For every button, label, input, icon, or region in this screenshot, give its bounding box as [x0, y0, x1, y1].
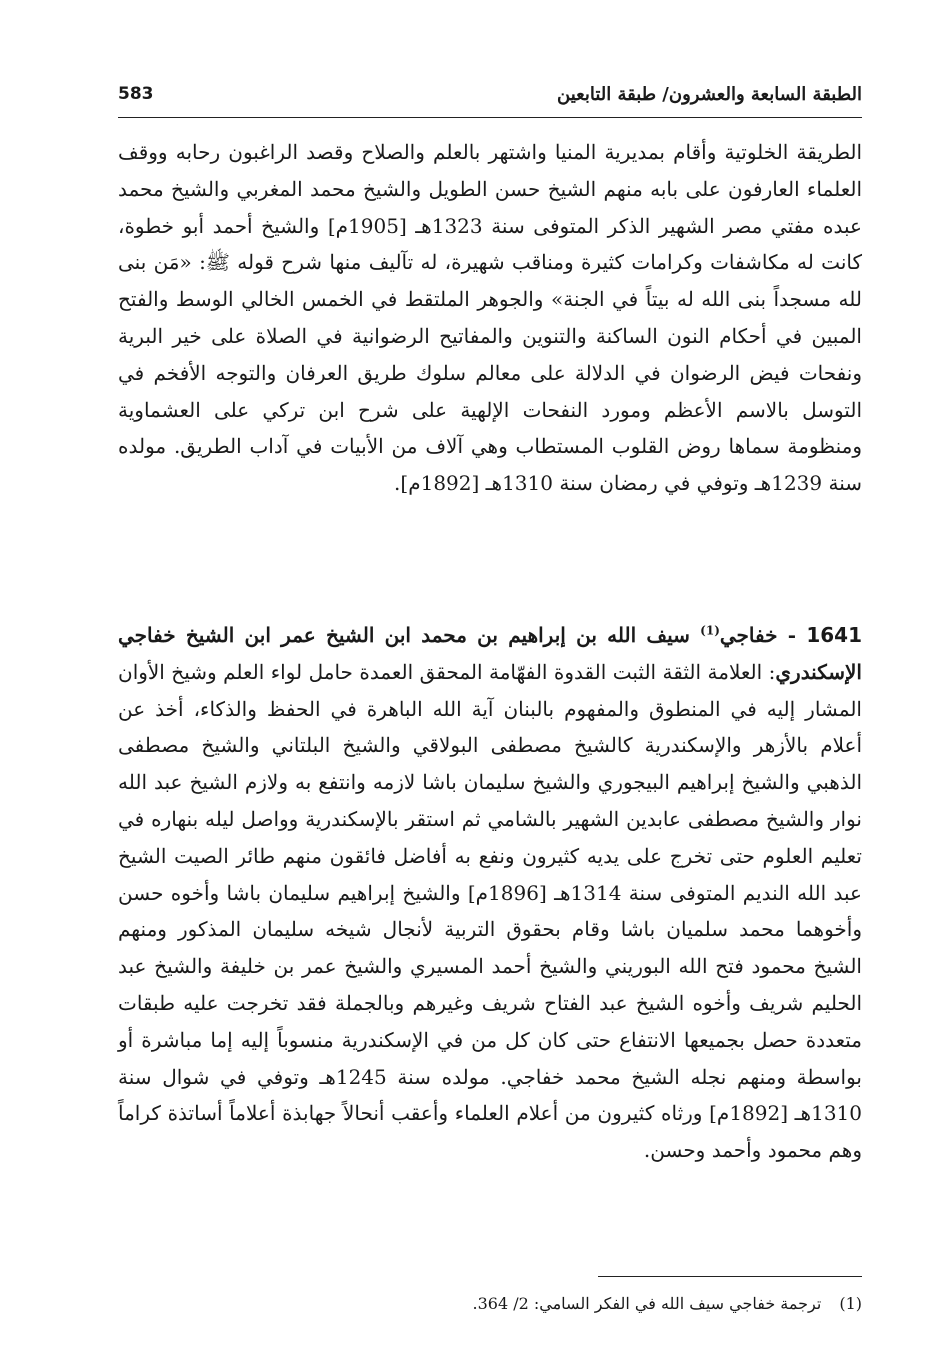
entry-number: 1641	[806, 623, 862, 647]
header-rule	[118, 117, 862, 118]
footnote-marker: (1)	[839, 1294, 862, 1313]
paragraph-continuation: الطريقة الخلوتية وأقام بمديرية المنيا واشتهر بالعلم والصلاح وقصد الراغبون رحابه ووقف العلماء العارفون على بابه منهم الشيخ حسن الطويل والشيخ محمد المغربي والشيخ محمد عبده مفتي مصر الشهير الذكر المتوفى سنة 1323هـ [1905م] والشيخ أحمد أبو خطوة، كانت له مكاشفات وكرامات كثيرة ومناقب شهيرة، له تآليف منها شرح قوله ﷺ: «مَن بنى لله مسجداً بنى الله له بيتاً في الجنة» والجوهر الملتقط في الخمس الخالي الوسط والفتح المبين في أحكام النون الساكنة والتنوين والمفاتيح الرضوانية في الصلاة على خير البرية ونفحات فيض الرضوان في الدلالة على معالم سلوك طريق العرفان والتوجه الأفخم في التوسل بالاسم الأعظم ومورد النفحات الإلهية على شرح ابن تركي على العشماوية ومنظومة سماها روض القلوب المستطاب وهي آلاف من الأبيات في آداب الطريق. مولده سنة 1239هـ وتوفي في رمضان سنة 1310هـ [1892م].	[118, 140, 862, 496]
entry-colon: :	[762, 659, 776, 684]
footnote	[118, 1291, 862, 1317]
running-title: الطبقة السابعة والعشرون/ طبقة التابعين	[557, 84, 862, 105]
footnote-rule	[598, 1276, 862, 1277]
footnote-reference: (1)	[700, 623, 720, 638]
entry-text: العلامة الثقة الثبت القدوة الفهّامة المحقق العمدة حامل لواء العلم وشيخ الأوان المشار إليه في المنطوق والمفهوم بالبنان آية الله الباهرة في الحفظ والذكاء، أخذ عن أعلام بالأزهر والإسكندرية كالشيخ مصطفى البولاقي والشيخ البلتاني والشيخ مصطفى الذهبي والشيخ إبراهيم البيجوري والشيخ سليمان باشا لازمه وانتفع به ولازم الشيخ عبد الله نوار والشيخ مصطفى عابدين الشهير بالشامي ثم استقر بالإسكندرية وواصل ليله بنهاره في تعليم العلوم حتى تخرج على يديه كثيرون ونفع به أفاضل فائقون منهم طائر الصيت الشيخ عبد الله النديم المتوفى سنة 1314هـ [1896م] والشيخ إبراهيم سليمان باشا وأخوه حسن وأخوهما محمد سلميان باشا وقام بحقوق التربية لأنجال شيخه سليمان المذكور ومنهم الشيخ محمود فتح الله البوريني والشيخ أحمد المسيري والشيخ عمر بن خليفة والشيخ عبد الحليم شريف وأخوه الشيخ عبد الفتاح شريف وغيرهم وبالجملة فقد تخرجت عليه طبقات متعددة حصل بجميعها الانتفاع حتى كان كل من في الإسكندرية منسوباً إليه إما مباشرة أو بواسطة ومنهم نجله الشيخ محمد خفاجي. مولده سنة 1245هـ وتوفي في شوال سنة 1310هـ [1892م] ورثاه كثيرون من أعلام العلماء وأعقب أنحالاً جهابذة أعلاماً أساتذة كراماً وهم محمود وأحمد وحسن.	[118, 659, 862, 1163]
page-number: 583	[118, 84, 154, 104]
entry-name-part2: سيف الله بن إبراهيم بن محمد ابن الشيخ عمر ابن الشيخ خفاجي الإسكندري	[118, 623, 862, 684]
footnote-text: ترجمة خفاجي سيف الله في الفكر السامي: 2/ 364.	[472, 1294, 822, 1313]
biography-entry	[118, 617, 862, 1169]
entry-name-part1: خفاجي	[719, 623, 778, 647]
entry-separator: -	[777, 623, 807, 647]
page-header	[118, 84, 862, 114]
